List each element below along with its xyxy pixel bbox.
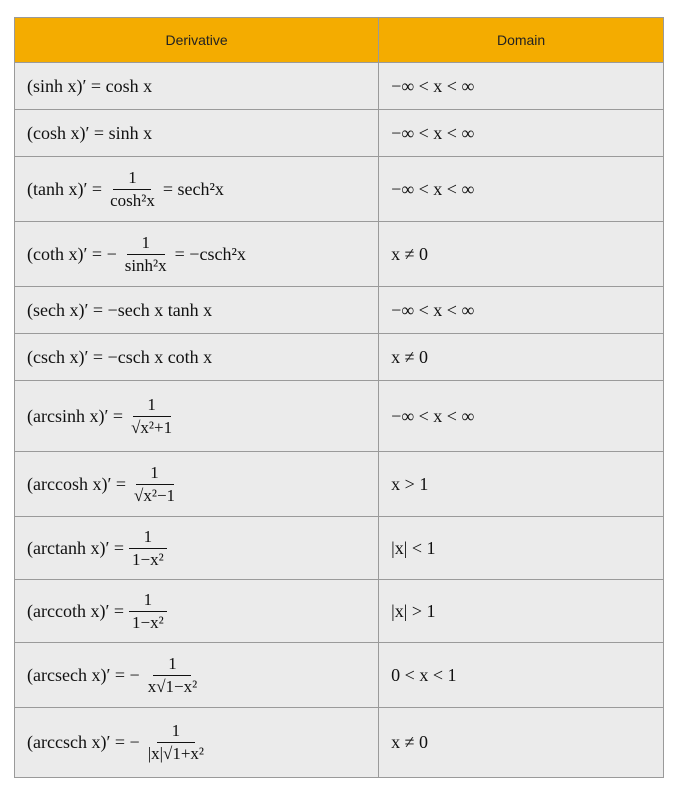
formula-lhs: (tanh x)′ =: [27, 178, 103, 199]
fraction-denominator: 1−x²: [132, 549, 164, 569]
derivatives-table: [14, 17, 664, 778]
fraction-denominator: 1−x²: [132, 612, 164, 632]
derivative-cell: [15, 708, 379, 778]
fraction-numerator: 1: [129, 590, 167, 612]
formula-lhs: (sech x)′ = −sech x tanh x: [27, 299, 213, 320]
derivative-cell: [15, 580, 379, 643]
fraction-denominator: |x|√1+x²: [147, 744, 205, 763]
fraction: [144, 654, 202, 696]
fraction: [128, 527, 168, 569]
domain-cell: 0 < x < 1: [379, 643, 664, 708]
fraction: [127, 395, 176, 437]
fraction-numerator: 1: [113, 168, 151, 190]
formula-lhs: (arctanh x)′ =: [27, 537, 125, 558]
formula-rhs: = sech²x: [162, 178, 224, 199]
formula-rhs: = −csch²x: [174, 243, 246, 264]
fraction: [130, 463, 179, 505]
fraction-numerator: 1: [157, 721, 195, 743]
domain-cell: |x| > 1: [379, 580, 664, 643]
derivative-cell: [15, 452, 379, 517]
derivative-cell: [15, 381, 379, 452]
table-row: [15, 643, 664, 708]
table-row: [15, 110, 664, 157]
fraction: [128, 590, 168, 632]
formula-lhs: (arcsinh x)′ =: [27, 405, 124, 426]
table-row: [15, 287, 664, 334]
domain-cell: x ≠ 0: [379, 334, 664, 381]
domain-cell: |x| < 1: [379, 517, 664, 580]
table-row: [15, 334, 664, 381]
fraction-denominator: cosh²x: [110, 190, 155, 210]
domain-cell: −∞ < x < ∞: [379, 157, 664, 222]
fraction-numerator: 1: [133, 395, 171, 417]
derivative-cell: [15, 222, 379, 287]
table-row: [15, 222, 664, 287]
formula-lhs: (arccoth x)′ =: [27, 600, 125, 621]
derivative-cell: [15, 287, 379, 334]
fraction: [121, 233, 171, 275]
derivative-cell: [15, 334, 379, 381]
derivative-cell: [15, 643, 379, 708]
table-row: [15, 517, 664, 580]
fraction-numerator: 1: [153, 654, 191, 676]
formula-lhs: (arccsch x)′ = −: [27, 732, 140, 752]
domain-cell: −∞ < x < ∞: [379, 110, 664, 157]
fraction-denominator: x√1−x²: [147, 676, 198, 696]
fraction-denominator: sinh²x: [124, 255, 167, 275]
domain-cell: −∞ < x < ∞: [379, 287, 664, 334]
table-row: [15, 580, 664, 643]
domain-cell: x > 1: [379, 452, 664, 517]
table-row: [15, 63, 664, 110]
fraction-numerator: 1: [127, 233, 165, 255]
domain-cell: x ≠ 0: [379, 708, 664, 778]
formula-lhs: (cosh x)′ = sinh x: [27, 122, 153, 143]
fraction-denominator: √x²+1: [131, 417, 173, 437]
header-row: [15, 18, 664, 63]
table-row: [15, 708, 664, 778]
formula-lhs: (arcsech x)′ = −: [27, 664, 140, 685]
formula-lhs: (coth x)′ = −: [27, 243, 117, 264]
derivative-cell: [15, 517, 379, 580]
domain-cell: −∞ < x < ∞: [379, 63, 664, 110]
table-row: [15, 381, 664, 452]
derivative-cell: [15, 110, 379, 157]
table-row: [15, 452, 664, 517]
domain-cell: −∞ < x < ∞: [379, 381, 664, 452]
table-row: [15, 157, 664, 222]
domain-header: Domain: [379, 18, 664, 63]
derivative-cell: [15, 157, 379, 222]
formula-lhs: (csch x)′ = −csch x coth x: [27, 346, 213, 367]
fraction-numerator: 1: [136, 463, 174, 485]
fraction-numerator: 1: [129, 527, 167, 549]
derivative-cell: [15, 63, 379, 110]
derivative-header: Derivative: [15, 18, 379, 63]
formula-lhs: (arccosh x)′ =: [27, 473, 127, 494]
fraction-denominator: √x²−1: [134, 485, 176, 505]
fraction: [144, 721, 208, 763]
domain-cell: x ≠ 0: [379, 222, 664, 287]
fraction: [106, 168, 159, 210]
formula-lhs: (sinh x)′ = cosh x: [27, 75, 153, 96]
